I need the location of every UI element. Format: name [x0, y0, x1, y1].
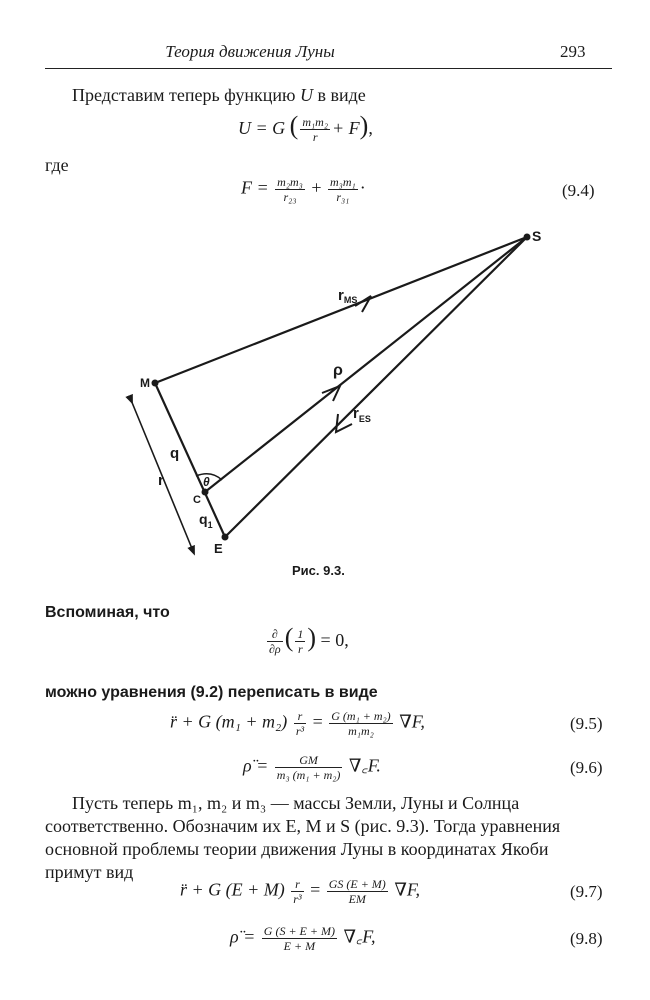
vector-r-es-line: [225, 237, 527, 537]
label-s: S: [532, 228, 542, 244]
paragraph-rewrite: можно уравнения (9.2) переписать в виде: [45, 684, 378, 701]
label-q: q: [170, 445, 180, 462]
equation-9-7: r̈ + G (E + M) $\frac{r}{\text{r³}}$ = $\frac{GS (E + M)}{EM}$ ∇F,: [180, 877, 421, 906]
vector-rho-line: [205, 237, 527, 492]
equation-number-9-5: (9.5): [570, 714, 603, 733]
equation-9-6: ρ̈ = $\frac{GM}{\text{m₃ (m₁ + m₂)}}$ ∇꜀F.: [243, 753, 381, 782]
equation-number-9-7: (9.7): [570, 882, 603, 901]
segment-m-e: [155, 383, 225, 537]
paragraph-intro: Представим теперь функцию U в виде: [72, 85, 366, 105]
arrowhead-r-ms: [355, 296, 371, 312]
label-rho: ρ: [333, 362, 343, 379]
equation-9-4: F = $\frac{\text{m₂m₃}}{\text{r₂₃}}$ + $\frac{\text{m₃m₁}}{\text{r₃₁}}$ ·: [241, 175, 366, 204]
equation-number-9-4: (9.4): [562, 181, 595, 200]
paragraph-masses-line3: основной проблемы теории движения Луны в координатах Якоби: [45, 839, 549, 859]
paragraph-masses: [45, 792, 612, 884]
paragraph-masses-line4: примут вид: [45, 862, 134, 882]
equation-derivative: $\frac{\partial}{\partial\rho}$ ( $\frac{1}{r}$ ) = 0,: [269, 623, 349, 657]
point-e: [222, 534, 229, 541]
running-header-title: Теория движения Луны: [165, 42, 335, 61]
paragraph-masses-line2: соответственно. Обозначим их E, M и S (рис. 9.3). Тогда уравнения: [45, 816, 561, 836]
equation-U: U = G ( $\frac{\text{m₁m₂}}{r}$ + F),: [238, 111, 373, 145]
page-number: 293: [560, 42, 586, 61]
point-m: [152, 380, 159, 387]
label-e: E: [214, 541, 223, 556]
word-where: где: [45, 155, 69, 175]
label-c: C: [193, 494, 201, 506]
point-s: [524, 234, 531, 241]
figure-caption: Рис. 9.3.: [292, 563, 345, 578]
point-c: [202, 489, 209, 496]
label-theta: θ: [203, 475, 210, 489]
label-q1: $q_1$: [199, 511, 213, 530]
label-r-ms: $r_{MS}$: [338, 287, 358, 305]
equation-9-8: ρ̈ = $\frac{G (S + E + M)}{E + M}$ ∇꜀F,: [230, 924, 376, 953]
paragraph-masses-line1: Пусть теперь m₁, m₂ и m₃ — массы Земли, Луны и Солнца: [72, 793, 520, 813]
label-r-distance: r: [158, 472, 164, 489]
equation-number-9-6: (9.6): [570, 758, 603, 777]
paragraph-recalling: Вспоминая, что: [45, 604, 170, 621]
label-m: M: [140, 376, 150, 390]
label-r-es: $r_{ES}$: [353, 405, 371, 424]
equation-number-9-8: (9.8): [570, 929, 603, 948]
equation-9-5: r̈ + G (m₁ + m₂) $\frac{r}{\text{r³}}$ = $\frac{\text{G (m₁ + m₂)}}{\text{m₁m₂}}$ ∇F,: [170, 709, 425, 738]
